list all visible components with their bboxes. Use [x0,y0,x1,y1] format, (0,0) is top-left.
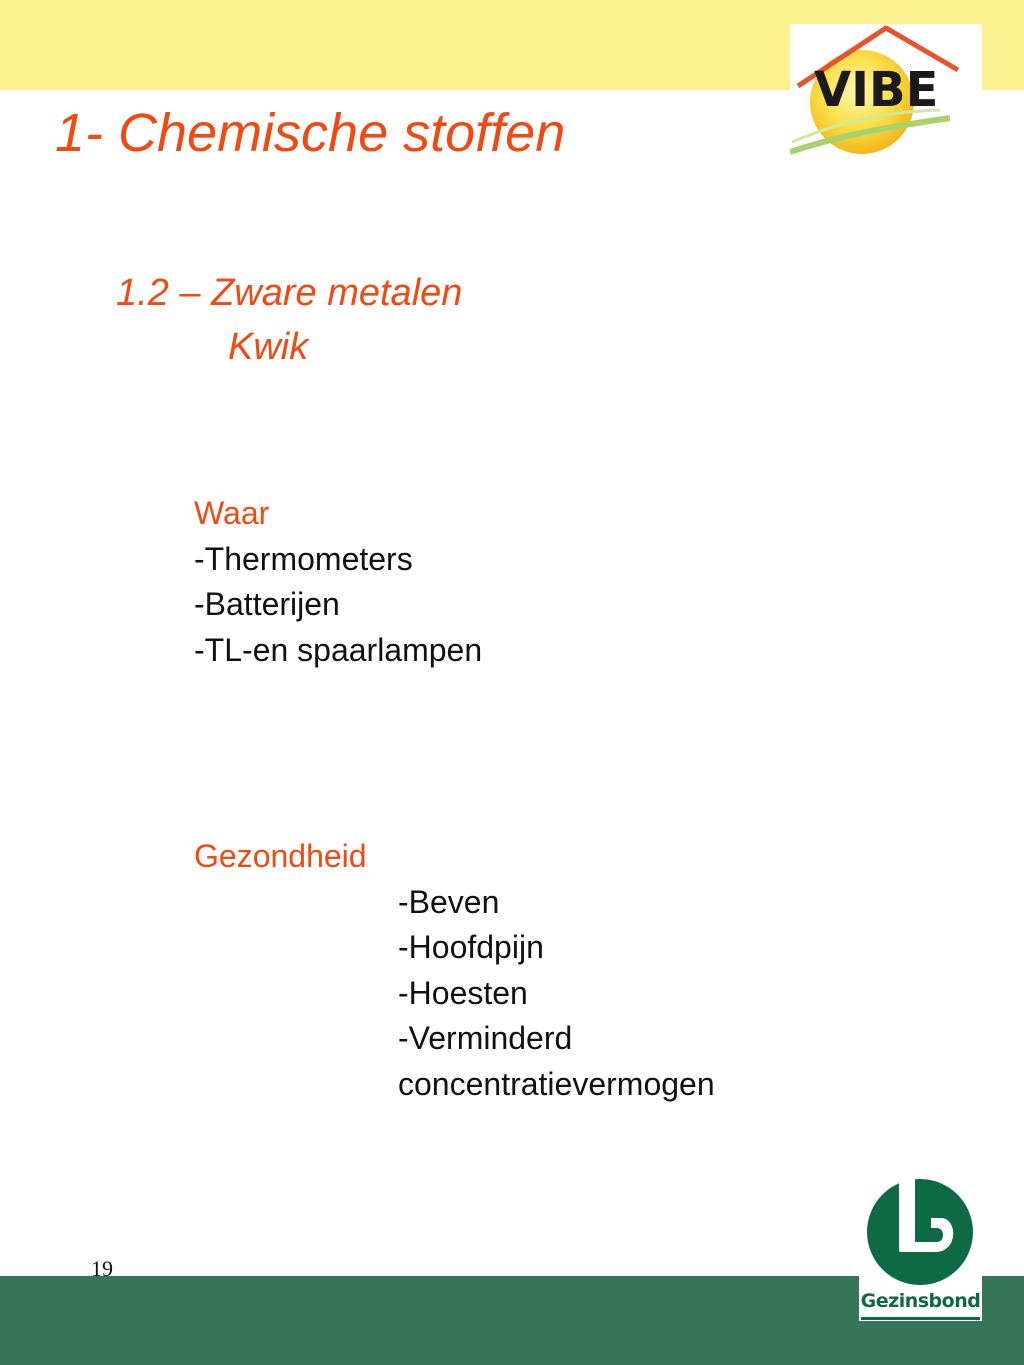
gezinsbond-underline [861,1317,980,1320]
vibe-logo-graphic [790,24,982,156]
section-subtitle [116,266,462,374]
health-heading: Gezondheid [194,838,367,874]
health-item: -Hoofdpijn [398,929,544,965]
health-list [194,880,715,1108]
where-item: -Thermometers [194,540,413,577]
health-item: -Beven [398,883,500,920]
health-section [194,834,715,1107]
subtitle-line-2: Kwik [228,326,309,368]
where-item: -TL-en spaarlampen [194,631,483,668]
gezinsbond-logo [859,1158,982,1321]
slide-number: 19 [91,1256,113,1281]
where-section [194,491,482,673]
health-item: concentratievermogen [398,1065,715,1102]
health-item: -Verminderd [398,1020,573,1056]
gezinsbond-emblem-icon [859,1158,982,1290]
page-title: 1- Chemische stoffen [55,103,566,163]
vibe-logo [790,24,982,156]
where-heading: Waar [194,495,270,531]
health-item: -Hoesten [398,974,528,1011]
vibe-logo-text: VIBE [814,62,939,118]
gezinsbond-logo-text: Gezinsbond [860,1290,981,1312]
where-item: -Batterijen [194,586,340,622]
subtitle-line-1: 1.2 – Zware metalen [116,272,463,314]
